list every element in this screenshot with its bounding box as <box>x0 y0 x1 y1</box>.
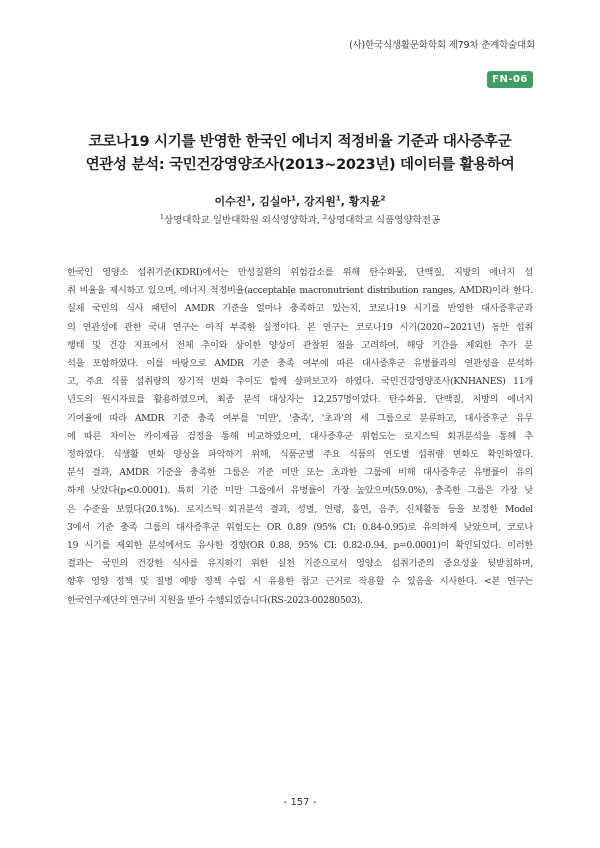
author-affiliation-mark: 1 <box>335 194 341 203</box>
abstract-line: 한국연구재단의 연구비 지원을 받아 수행되었습니다(RS-2023-00280503). <box>67 594 363 606</box>
affiliation-mark: 1 <box>159 212 164 221</box>
abstract-line: 한국인 영양소 섭취기준(KDRI)에서는 만성질환의 위험감소를 위해 탄수화물, 단백질, 지방의 에너지 섭 <box>67 267 533 278</box>
abstract-line: 3에서 기준 충족 그룹의 대사증후군 위험도는 OR 0.89 (95% CI: 0.84-0.95)로 유의하게 낮았으며, 코로나 <box>67 521 533 533</box>
abstract-line: 19 시기를 제외한 분석에서도 유사한 경향(OR 0.88, 95% CI: 0.82-0.94, p=0.0001)이 확인되었다. 이러한 <box>67 540 533 552</box>
abstract-line: 기여율에 따라 AMDR 기준 충족 여부를 '미만', '충족', '초과'의 세 그룹으로 분류하고, 대사증후군 유무 <box>67 412 533 424</box>
author-affiliation-mark: 1 <box>246 194 252 203</box>
author-list: 이수진$^1$, 김실아$^1$, 강지원$^1$, 황지윤$^2$ <box>214 194 386 208</box>
abstract-line: 고, 주요 식품 섭취량의 장기적 변화 추이도 함께 살펴보고자 하였다. 국민건강영양조사(KNHANES) 11개 <box>67 376 533 388</box>
author-name: 강지원 <box>304 195 336 208</box>
abstract-line: 에 따른 차이는 카이제곱 검정을 통해 비교하였으며, 대사증후군 위험도는 로지스틱 회귀분석을 통해 추 <box>67 430 533 442</box>
abstract-line: 분석 결과, AMDR 기준을 충족한 그룹은 기준 미만 또는 초과한 그룹에 비해 대사증후군 유병률이 유의 <box>67 467 533 479</box>
affiliations: $^1$상명대학교 일반대학원 외식영양학과, $^2$상명대학교 식품영양학전공 <box>159 212 441 226</box>
page-number: - 157 - <box>283 797 317 808</box>
author-name: 이수진 <box>214 195 247 208</box>
abstract-line: 하게 낮았다(p<0.0001). 특히 기준 미만 그룹에서 유병률이 가장 높았으며(59.0%), 충족한 그룹은 가장 낮 <box>67 485 533 497</box>
author-affiliation-mark: 1 <box>291 194 296 203</box>
title-line-2: 연관성 분석: 국민건강영양조사(2013~2023년) 데이터를 활용하여 <box>85 157 515 173</box>
abstract-line: 석을 포함하였다. 이를 바탕으로 AMDR 기준 충족 여부에 따른 대사증후군 유병률과의 연관성을 분석하 <box>67 358 533 370</box>
author-affiliation-mark: 2 <box>380 194 386 203</box>
abstract-line: 년도의 원시자료를 활용하였으며, 최종 분석 대상자는 12,257명이었다. 탄수화물, 단백질, 지방의 에너지 <box>67 394 533 406</box>
affiliation-text: 상명대학교 식품영양학전공 <box>327 215 441 226</box>
abstract-line: 정하였다. 식생활 변화 양상을 파악하기 위해, 식품군별 주요 식품의 연도별 섭취량 변화도 확인하였다. <box>67 449 533 461</box>
abstract-line: 실제 국민의 식사 패턴이 AMDR 기준을 얼마나 충족하고 있는지, 코로나19 시기를 반영한 대사증후군과 <box>67 303 533 315</box>
title-line-1: 코로나19 시기를 반영한 한국인 에너지 적정비율 기준과 대사증후군 <box>88 134 512 150</box>
affiliation-text: 상명대학교 일반대학원 외식영양학과 <box>163 215 317 226</box>
conference-header: (사)한국식생활문화학회 제79차 춘계학술대회 <box>349 40 535 51</box>
abstract-line: 향후 영양 정책 및 질병 예방 정책 수립 시 유용한 참고 근거로 작용할 수 있음을 시사한다. <본 연구는 <box>67 576 533 588</box>
abstract-line: 취 비율을 제시하고 있으며, 에너지 적정비율(acceptable macronutrient distribution ranges, AMDR)이라 한다. <box>67 285 533 297</box>
paper-title <box>40 131 560 177</box>
session-code-badge: FN-06 <box>487 71 533 88</box>
abstract-line: 은 수준을 보였다(20.1%). 로지스틱 회귀분석 결과, 성별, 연령, 흡연, 음주, 신체활동 등을 보정한 Model <box>67 503 533 515</box>
author-name: 황지윤 <box>348 195 381 208</box>
abstract-line: 행태 및 건강 지표에서 전체 추이와 상이한 양상이 관찰된 점을 고려하여, 해당 기간을 제외한 추가 분 <box>67 339 533 351</box>
affiliation-mark: 2 <box>322 212 328 221</box>
abstract-line: 의 연관성에 관한 국내 연구는 아직 부족한 실정이다. 본 연구는 코로나19 시기(2020~2021년) 동안 섭취 <box>67 321 533 333</box>
author-name: 김실아 <box>259 195 292 208</box>
abstract-body <box>67 264 533 610</box>
abstract-line: 결과는 국민의 건강한 식사를 유지하기 위한 실천 기준으로서 영양소 섭취기준의 중요성을 뒷받침하며, <box>67 558 533 570</box>
